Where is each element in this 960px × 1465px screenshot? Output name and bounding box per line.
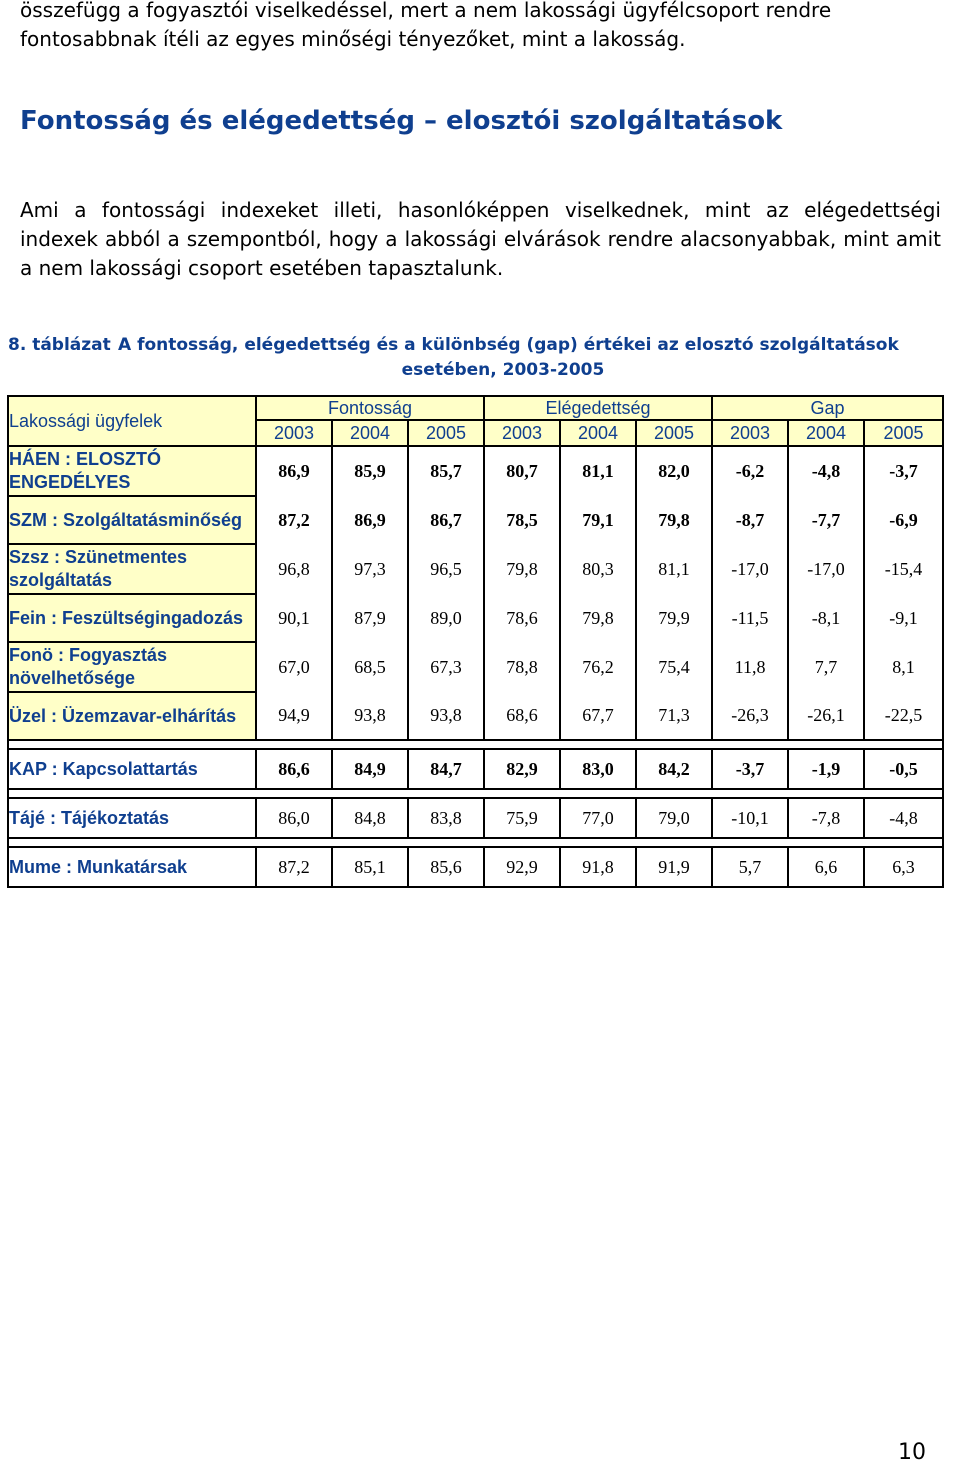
value-cell: -3,7 — [712, 749, 788, 789]
value-cell: 86,6 — [256, 749, 332, 789]
value-cell: 77,0 — [560, 798, 636, 838]
table-row — [8, 692, 943, 740]
value-cell: 86,7 — [408, 496, 484, 544]
value-cell: 86,9 — [332, 496, 408, 544]
value-cell: 11,8 — [712, 642, 788, 692]
value-cell: 94,9 — [256, 692, 332, 740]
row-label: HÁEN : ELOSZTÓ ENGEDÉLYES — [8, 446, 256, 496]
value-cell: 97,3 — [332, 544, 408, 594]
data-table — [7, 395, 944, 888]
value-cell: 79,8 — [560, 594, 636, 642]
value-cell: 87,9 — [332, 594, 408, 642]
value-cell: 78,8 — [484, 642, 560, 692]
value-cell: 79,8 — [636, 496, 712, 544]
table-row — [8, 594, 943, 642]
value-cell: -8,7 — [712, 496, 788, 544]
value-cell: -6,2 — [712, 446, 788, 496]
row-label: Szsz : Szünetmentes szolgáltatás — [8, 544, 256, 594]
intro-line-2: fontosabbnak ítéli az egyes minőségi tényezőket, mint a lakosság. — [20, 27, 686, 51]
row-label: Üzel : Üzemzavar-elhárítás — [8, 692, 256, 740]
year-header: 2005 — [408, 420, 484, 446]
year-header: 2004 — [788, 420, 864, 446]
value-cell: 93,8 — [332, 692, 408, 740]
value-cell: 81,1 — [636, 544, 712, 594]
value-cell: 91,9 — [636, 847, 712, 887]
value-cell: -10,1 — [712, 798, 788, 838]
value-cell: -11,5 — [712, 594, 788, 642]
row-spacer-cell — [8, 740, 943, 749]
value-cell: 84,7 — [408, 749, 484, 789]
value-cell: 84,9 — [332, 749, 408, 789]
value-cell: 79,9 — [636, 594, 712, 642]
value-cell: 75,9 — [484, 798, 560, 838]
value-cell: 82,0 — [636, 446, 712, 496]
value-cell: 8,1 — [864, 642, 943, 692]
value-cell: 75,4 — [636, 642, 712, 692]
corner-header: Lakossági ügyfelek — [8, 396, 256, 446]
value-cell: 93,8 — [408, 692, 484, 740]
value-cell: -22,5 — [864, 692, 943, 740]
value-cell: -7,8 — [788, 798, 864, 838]
value-cell: -17,0 — [788, 544, 864, 594]
value-cell: 84,8 — [332, 798, 408, 838]
value-cell: -17,0 — [712, 544, 788, 594]
value-cell: -15,4 — [864, 544, 943, 594]
value-cell: -6,9 — [864, 496, 943, 544]
value-cell: 86,9 — [256, 446, 332, 496]
value-cell: 87,2 — [256, 847, 332, 887]
value-cell: -26,1 — [788, 692, 864, 740]
year-header: 2003 — [484, 420, 560, 446]
value-cell: 80,3 — [560, 544, 636, 594]
value-cell: -4,8 — [864, 798, 943, 838]
value-cell: -3,7 — [864, 446, 943, 496]
value-cell: -26,3 — [712, 692, 788, 740]
value-cell: 81,1 — [560, 446, 636, 496]
group-header-fontossag: Fontosság — [256, 396, 484, 420]
page-number: 10 — [898, 1440, 926, 1465]
row-spacer — [8, 789, 943, 798]
value-cell: 83,8 — [408, 798, 484, 838]
row-label: SZM : Szolgáltatásminőség — [8, 496, 256, 544]
value-cell: 79,8 — [484, 544, 560, 594]
value-cell: 91,8 — [560, 847, 636, 887]
value-cell: -0,5 — [864, 749, 943, 789]
value-cell: 92,9 — [484, 847, 560, 887]
row-spacer-cell — [8, 789, 943, 798]
table-title: A fontosság, elégedettség és a különbség (gap) értékei az elosztó szolgáltatások — [118, 335, 899, 355]
value-cell: 6,6 — [788, 847, 864, 887]
table-row — [8, 798, 943, 838]
year-header: 2004 — [332, 420, 408, 446]
group-header-gap: Gap — [712, 396, 943, 420]
value-cell: 80,7 — [484, 446, 560, 496]
table-caption — [8, 333, 948, 383]
table-number: 8. táblázat — [8, 335, 111, 355]
value-cell: 78,6 — [484, 594, 560, 642]
value-cell: 5,7 — [712, 847, 788, 887]
table-row — [8, 496, 943, 544]
value-cell: 79,0 — [636, 798, 712, 838]
row-spacer-cell — [8, 838, 943, 847]
value-cell: 90,1 — [256, 594, 332, 642]
value-cell: 78,5 — [484, 496, 560, 544]
value-cell: 71,3 — [636, 692, 712, 740]
value-cell: 7,7 — [788, 642, 864, 692]
value-cell: 6,3 — [864, 847, 943, 887]
row-label: Tájé : Tájékoztatás — [8, 798, 256, 838]
value-cell: 85,1 — [332, 847, 408, 887]
year-header: 2004 — [560, 420, 636, 446]
row-spacer — [8, 838, 943, 847]
row-label: Fein : Feszültségingadozás — [8, 594, 256, 642]
value-cell: 85,7 — [408, 446, 484, 496]
value-cell: 68,5 — [332, 642, 408, 692]
table-title-line-2: esetében, 2003-2005 — [401, 360, 605, 380]
value-cell: 85,6 — [408, 847, 484, 887]
intro-line-1: összefügg a fogyasztói viselkedéssel, mert a nem lakossági ügyfélcsoport rendre — [20, 0, 832, 22]
value-cell: 87,2 — [256, 496, 332, 544]
value-cell: 84,2 — [636, 749, 712, 789]
value-cell: -9,1 — [864, 594, 943, 642]
year-header: 2005 — [636, 420, 712, 446]
value-cell: -8,1 — [788, 594, 864, 642]
table-row — [8, 446, 943, 496]
year-header: 2003 — [712, 420, 788, 446]
value-cell: -1,9 — [788, 749, 864, 789]
table-body — [8, 396, 943, 887]
value-cell: 86,0 — [256, 798, 332, 838]
value-cell: -7,7 — [788, 496, 864, 544]
value-cell: 96,5 — [408, 544, 484, 594]
value-cell: 83,0 — [560, 749, 636, 789]
value-cell: -4,8 — [788, 446, 864, 496]
table-row — [8, 544, 943, 594]
section-heading: Fontosság és elégedettség – elosztói szolgáltatások — [20, 106, 783, 136]
value-cell: 68,6 — [484, 692, 560, 740]
value-cell: 76,2 — [560, 642, 636, 692]
row-label: Fonö : Fogyasztás növelhetősége — [8, 642, 256, 692]
value-cell: 67,0 — [256, 642, 332, 692]
table-row — [8, 749, 943, 789]
value-cell: 96,8 — [256, 544, 332, 594]
value-cell: 79,1 — [560, 496, 636, 544]
value-cell: 82,9 — [484, 749, 560, 789]
value-cell: 67,3 — [408, 642, 484, 692]
year-header: 2003 — [256, 420, 332, 446]
row-label: KAP : Kapcsolattartás — [8, 749, 256, 789]
value-cell: 85,9 — [332, 446, 408, 496]
row-label: Mume : Munkatársak — [8, 847, 256, 887]
table-row — [8, 642, 943, 692]
value-cell: 89,0 — [408, 594, 484, 642]
table-row — [8, 847, 943, 887]
row-spacer — [8, 740, 943, 749]
body-paragraph: Ami a fontossági indexeket illeti, hasonlóképpen viselkednek, mint az elégedettségi indexek abból a szempontból, hogy a lakossági elvárások rendre alacsonyabbak, mint amit a nem lakossági csoport esetében tapasztalunk. — [20, 198, 941, 280]
year-header: 2005 — [864, 420, 943, 446]
group-header-elegedettseg: Elégedettség — [484, 396, 712, 420]
value-cell: 67,7 — [560, 692, 636, 740]
